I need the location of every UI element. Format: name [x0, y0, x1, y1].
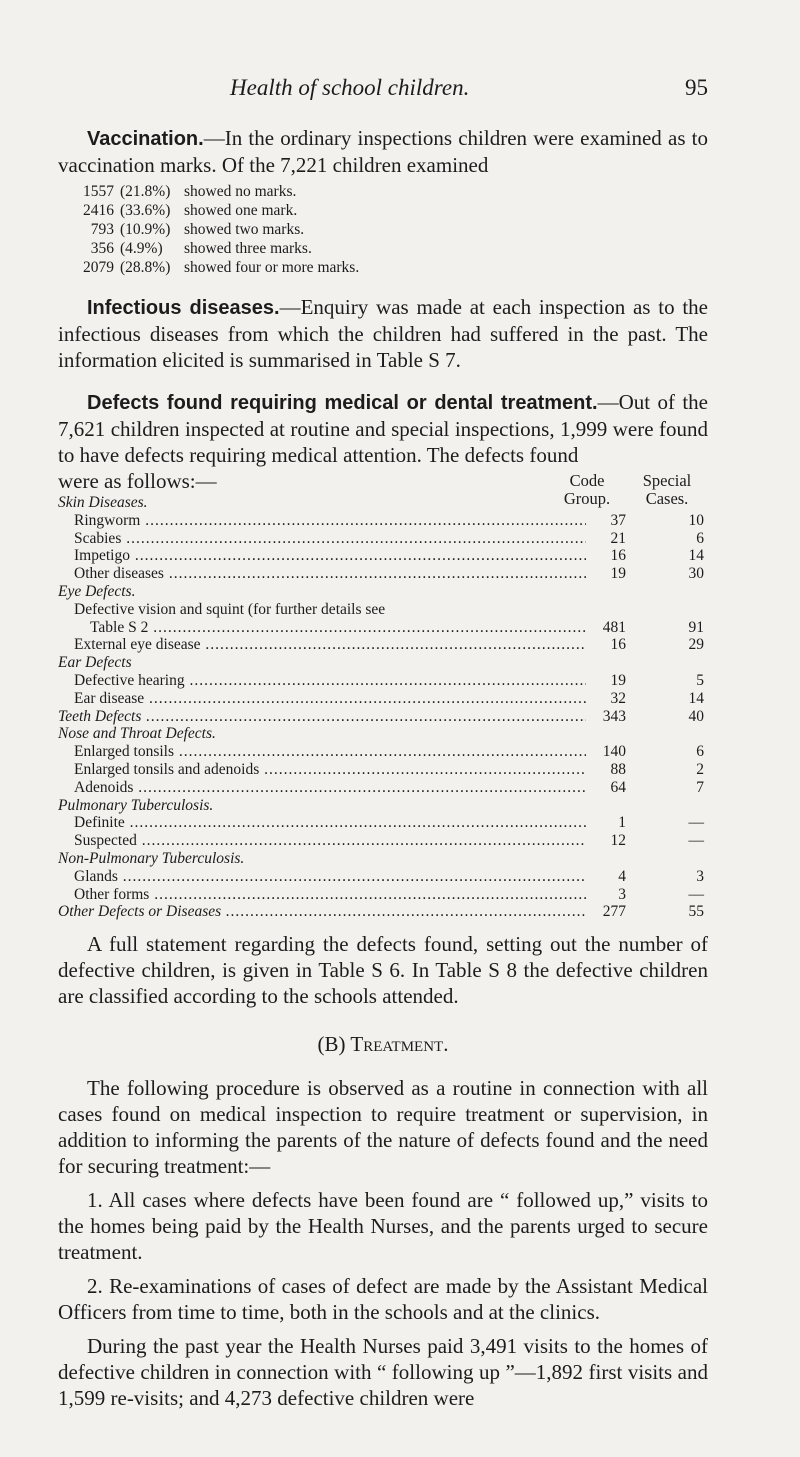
defects-row-code-group: 1	[618, 814, 626, 832]
defects-row-label: Teeth Defects .....	[58, 708, 586, 726]
defects-row-label: Ear disease .....	[58, 690, 586, 708]
defects-row-special-cases: 2	[696, 760, 704, 778]
vaccination-count: 2079	[83, 259, 114, 276]
defects-row	[58, 886, 708, 904]
defects-row-label: Other forms .....	[58, 886, 586, 904]
defects-row-code-group: 277	[602, 903, 626, 921]
treatment-heading	[58, 1031, 708, 1057]
defects-row-label: External eye disease .....	[58, 636, 586, 654]
treatment-paragraph-1: The following procedure is observed as a routine in connection with all cases found on medical inspection to require treatment or supervision, in addition to informing the parents of the nature of defects found and the need for securing treatment:—	[58, 1076, 708, 1179]
defects-row	[58, 814, 708, 832]
defects-row-label: Impetigo .....	[58, 547, 586, 565]
defects-row-label: Suspected .....	[58, 832, 586, 850]
defects-row-code-group: 37	[610, 511, 626, 529]
defects-row	[58, 725, 708, 743]
vaccination-count: 2416	[83, 202, 114, 219]
defects-row-special-cases: 14	[688, 547, 704, 565]
defects-row-label: Other diseases .....	[58, 565, 586, 583]
vaccination-row	[58, 182, 708, 201]
defects-row-code-group: 64	[610, 778, 626, 796]
infectious-text: —Enquiry was made at each inspection as to the infectious diseases from which the children had suffered in the past. The information elicited is summarised in Table S 7.	[58, 295, 708, 372]
defects-lead: were as follows:—	[58, 469, 217, 493]
defects-row-special-cases: 3	[696, 867, 704, 885]
defects-row-code-group: 19	[610, 565, 626, 583]
infectious-heading: Infectious diseases.	[87, 297, 280, 319]
defects-row-special-cases: 5	[696, 671, 704, 689]
treatment-heading-text: (B) Treatment.	[317, 1032, 449, 1057]
page-header	[58, 75, 708, 111]
defects-row-special-cases: 40	[688, 707, 704, 725]
page-number: 95	[685, 75, 708, 100]
vaccination-row	[58, 201, 708, 220]
treatment-paragraph-3: 2. Re-examinations of cases of defect are made by the Assistant Medical Officers from time to time, both in the schools and at the clinics.	[58, 1274, 708, 1325]
vaccination-text: showed two marks.	[184, 221, 305, 238]
vaccination-percent: (21.8%)	[120, 183, 171, 200]
defects-row-special-cases: 6	[696, 743, 704, 761]
defects-row-special-cases: 6	[696, 529, 704, 547]
vaccination-text: showed no marks.	[184, 183, 297, 200]
defects-row-label: Enlarged tonsils .....	[58, 743, 586, 761]
defects-row-code-group: 19	[610, 671, 626, 689]
vaccination-row	[58, 258, 708, 277]
defects-row	[58, 690, 708, 708]
vaccination-row	[58, 220, 708, 239]
defects-row-special-cases: —	[688, 814, 704, 832]
vaccination-list	[58, 182, 708, 277]
defects-row	[58, 654, 708, 672]
defects-row-label: Defective hearing .....	[58, 672, 586, 690]
defects-row	[58, 512, 708, 530]
defects-heading: Defects found requiring medical or dental treatment.	[87, 392, 598, 414]
col-special-line1: Special	[642, 471, 692, 490]
defects-text: —Out of the 7,621 children inspected at routine and special inspections, 1,999 were found to have defects requiring medical attention. The defects found	[58, 390, 708, 467]
defects-row-code-group: 88	[610, 760, 626, 778]
defects-row-special-cases: 14	[688, 689, 704, 707]
defects-row	[58, 761, 708, 779]
defects-row	[58, 672, 708, 690]
defects-row	[58, 547, 708, 565]
defects-row-label: Defective vision and squint (for further details see	[74, 600, 386, 618]
defects-row-label: Ringworm .....	[58, 512, 586, 530]
defects-row-label: Ear Defects	[58, 654, 132, 672]
defects-row-code-group: 140	[602, 743, 626, 761]
vaccination-percent: (10.9%)	[120, 221, 171, 238]
defects-row-special-cases: 55	[688, 903, 704, 921]
vaccination-percent: (33.6%)	[120, 202, 171, 219]
vaccination-row	[58, 239, 708, 258]
defects-row	[58, 850, 708, 868]
defects-row-special-cases: 91	[688, 618, 704, 636]
defects-row-label: Pulmonary Tuberculosis.	[58, 796, 214, 814]
vaccination-text: —In the ordinary inspections children were examined as to vaccination marks. Of the 7,221 children examined	[58, 126, 708, 177]
vaccination-heading: Vaccination.	[87, 128, 204, 150]
defects-row-label: Eye Defects.	[58, 582, 136, 600]
vaccination-count: 356	[90, 240, 114, 257]
defects-row-label: Table S 2 .....	[58, 619, 586, 637]
treatment-paragraph-4: During the past year the Health Nurses paid 3,491 visits to the homes of defective children in connection with “ following up ”—1,892 first visits and 1,599 re-visits; and 4,273 defective children were	[58, 1334, 708, 1411]
defects-row-code-group: 32	[610, 689, 626, 707]
vaccination-count: 793	[90, 221, 114, 238]
defects-row	[58, 601, 708, 619]
defects-row-label: Skin Diseases.	[58, 494, 148, 511]
body-content	[58, 125, 708, 1411]
defects-row-label: Other Defects or Diseases .....	[58, 903, 586, 921]
defects-row-code-group: 343	[602, 707, 626, 725]
vaccination-count: 1557	[83, 183, 114, 200]
defects-row	[58, 619, 708, 637]
treatment-paragraph-2: 1. All cases where defects have been found are “ followed up,” visits to the homes being paid by the Health Nurses, and the parents urged to secure treatment.	[58, 1188, 708, 1265]
defects-row-code-group: 4	[618, 867, 626, 885]
defects-row	[58, 583, 708, 601]
col-code-line2: Group.	[563, 489, 611, 508]
defects-row-label: Scabies .....	[58, 530, 586, 548]
defects-row-label: Non-Pulmonary Tuberculosis.	[58, 849, 245, 867]
vaccination-text: showed three marks.	[184, 240, 312, 257]
defects-paragraph	[58, 389, 708, 468]
col-special-line2: Cases.	[645, 489, 689, 508]
defects-row	[58, 868, 708, 886]
defects-row	[58, 743, 708, 761]
defects-row-label: Glands .....	[58, 868, 586, 886]
vaccination-percent: (4.9%)	[120, 240, 163, 257]
defects-row-label: Adenoids .....	[58, 779, 586, 797]
defects-row	[58, 903, 708, 921]
defects-row	[58, 832, 708, 850]
defects-row-code-group: 16	[610, 636, 626, 654]
vaccination-text: showed four or more marks.	[184, 259, 360, 276]
vaccination-percent: (28.8%)	[120, 259, 171, 276]
defects-after-paragraph: A full statement regarding the defects found, setting out the number of defective children, is given in Table S 6. In Table S 8 the defective children are classified according to the schools attended.	[58, 932, 708, 1009]
defects-row-special-cases: —	[688, 885, 704, 903]
infectious-paragraph	[58, 294, 708, 373]
defects-row-label: Nose and Throat Defects.	[58, 725, 216, 743]
defects-row-label: Definite .....	[58, 814, 586, 832]
defects-row-special-cases: —	[688, 832, 704, 850]
defects-row	[58, 565, 708, 583]
defects-row-special-cases: 30	[688, 565, 704, 583]
defects-table	[58, 494, 708, 921]
vaccination-paragraph	[58, 125, 708, 178]
defects-row	[58, 636, 708, 654]
defects-row-code-group: 16	[610, 547, 626, 565]
vaccination-text: showed one mark.	[184, 202, 298, 219]
defects-row	[58, 779, 708, 797]
defects-row-code-group: 21	[610, 529, 626, 547]
col-code-line1: Code	[569, 471, 605, 490]
defects-row	[58, 797, 708, 815]
col-special-header	[626, 468, 708, 508]
running-title: Health of school children.	[230, 75, 470, 100]
defects-row-special-cases: 10	[688, 511, 704, 529]
defects-row	[58, 530, 708, 548]
defects-row-code-group: 3	[618, 885, 626, 903]
defects-row-code-group: 12	[610, 832, 626, 850]
defects-row-special-cases: 29	[688, 636, 704, 654]
defects-row-code-group: 481	[602, 618, 626, 636]
defects-row-label: Enlarged tonsils and adenoids .....	[58, 761, 586, 779]
defects-row-special-cases: 7	[696, 778, 704, 796]
defects-row	[58, 708, 708, 726]
